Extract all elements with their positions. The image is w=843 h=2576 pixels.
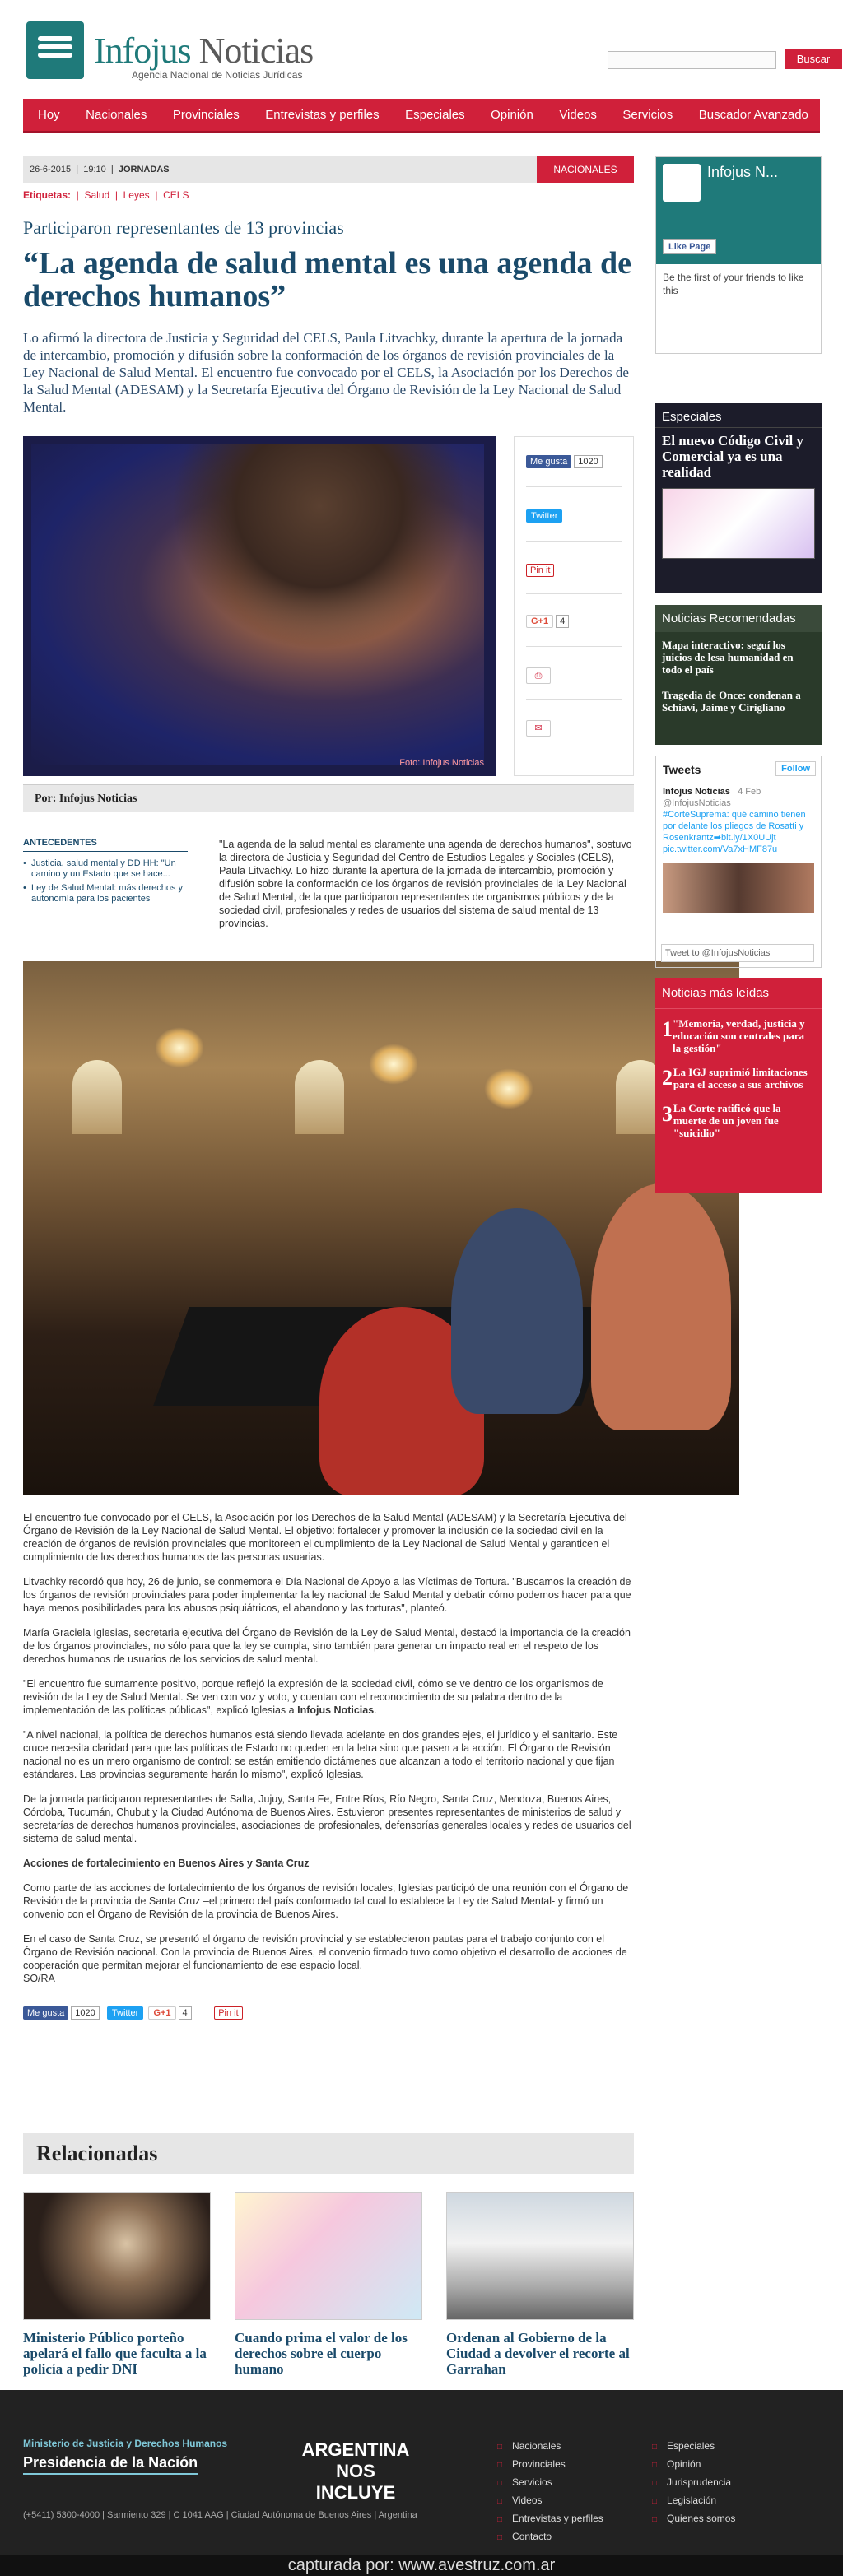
recomendada-link[interactable]: Tragedia de Once: condenan a Schiavi, Jaime y Cirigliano (662, 689, 801, 714)
antecedentes-box (23, 838, 188, 908)
antecedente-link[interactable]: • Justicia, salud mental y DD HH: "Un camino y un Estado que se hace... (23, 858, 188, 880)
recomendadas-widget (655, 605, 822, 745)
article-headline: “La agenda de salud mental es una agenda de derechos humanos” (23, 246, 632, 314)
gplus-count: 4 (556, 615, 569, 628)
tweet-user[interactable]: Infojus Noticias (663, 787, 730, 797)
facebook-like-button[interactable]: Me gusta (23, 2006, 68, 2020)
chandelier-shape (155, 1027, 204, 1068)
window-shape (72, 1060, 122, 1134)
article-intro-paragraph: "La agenda de la salud mental es claramente una agenda de derechos humanos", sostuvo la directora de Justicia y Seguridad del Centro de Estudios Legales y Sociales (CELS), Paula Litvachky. Lo hizo durante la apertura de la jornada de intercambio, promoción y difusión sobre la conformación de los órganos de revisión provinciales de la Ley Nacional de Salud Mental, de la que participaron representantes de organismos públicos y de la sociedad civil, profesionales y redes de usuarios del sistema de salud mental de 13 provincias. (219, 839, 632, 929)
tweet-text[interactable]: #CorteSuprema: qué camino tienen por delante los pliegos de Rosatti y Rosenkrantz➡bit.ly/1X0UUjt pic.twitter.com/Va7xHMF87u (663, 810, 806, 854)
especiales-item[interactable]: El nuevo Código Civil y Comercial ya es una realidad (662, 433, 803, 480)
tweet-handle[interactable]: @InfojusNoticias (663, 798, 731, 808)
facebook-like-page-button[interactable]: Like Page (663, 239, 716, 254)
footer-links-col1 (497, 2438, 603, 2546)
article-byline: Por: Infojus Noticias (23, 784, 634, 812)
gplus-button[interactable]: G+1 (526, 615, 553, 628)
mas-leida-item[interactable]: 3 La Corte ratificó que la muerte de un joven fue "suicidio" (662, 1102, 781, 1139)
rank-number: 1 (662, 1017, 673, 1041)
especiales-image[interactable] (662, 488, 815, 559)
article-subheading: Acciones de fortalecimiento en Buenos Aires y Santa Cruz (23, 1858, 310, 1869)
twitter-follow-button[interactable]: Follow (775, 761, 816, 776)
tag-link[interactable]: Salud (84, 189, 110, 201)
article-photo (23, 436, 496, 776)
attendee-shape (591, 1183, 731, 1430)
footer-link[interactable]: □ Entrevistas y perfiles (497, 2510, 603, 2528)
footer-link[interactable]: □ Videos (497, 2492, 603, 2510)
article-paragraph: Litvachky recordó que hoy, 26 de junio, se conmemora el Día Nacional de Apoyo a las Víctimas de Tortura. "Buscamos la creación de los órganos de revisión provinciales para poder implementar la ley nacional de Salud Mental y debatir cómo podemos hacer para que haya menos posibilidades para los abusos psiquiátricos, el abandono y las torturas", planteó. (23, 1576, 631, 1614)
related-thumbnail[interactable] (446, 2192, 634, 2320)
mas-leidas-title: Noticias más leídas (655, 978, 822, 1009)
window-shape (295, 1060, 344, 1134)
nav-item-videos[interactable]: Videos (559, 108, 597, 122)
related-title[interactable]: Cuando prima el valor de los derechos sobre el cuerpo humano (235, 2330, 408, 2377)
tag-link[interactable]: CELS (163, 189, 189, 201)
footer-link[interactable]: □ Nacionales (497, 2438, 603, 2456)
antecedentes-title: ANTECEDENTES (23, 838, 188, 852)
page-avatar (663, 164, 701, 202)
chandelier-shape (369, 1044, 418, 1085)
nav-item-buscador[interactable]: Buscador Avanzado (698, 108, 808, 122)
mas-leida-item[interactable]: 1 "Memoria, verdad, justicia y educación son centrales para la gestión" (662, 1017, 805, 1054)
article-label: JORNADAS (118, 165, 170, 174)
footer-link[interactable]: □ Legislación (652, 2492, 735, 2510)
share-row-bottom (23, 2006, 636, 2020)
mas-leida-item[interactable]: 2 La IGJ suprimió limitaciones para el acceso a sus archivos (662, 1066, 808, 1090)
twitter-widget (655, 756, 822, 968)
tweet (656, 783, 821, 858)
facebook-page-name[interactable]: Infojus N... (707, 164, 779, 180)
antecedente-link[interactable]: • Ley de Salud Mental: más derechos y autonomía para los pacientes (23, 883, 188, 904)
related-article[interactable] (23, 2192, 211, 2377)
especiales-widget (655, 403, 822, 593)
article-paragraph: El encuentro fue convocado por el CELS, la Asociación por los Derechos de la Salud Mental (ADESAM) y la Secretaría Ejecutiva del Órgano de Revisión de la Ley Nacional de Salud Mental. El objetivo: fortalecer y promover la inclusión de la sociedad civil en la creación de órganos de revisión provinciales que monitoreen el cumplimiento de la Ley Nacional de Salud Mental y garanticen el cumplimiento de los derechos humanos de las personas usuarias. (23, 1512, 627, 1563)
tags-row: Etiquetas: | Salud | Leyes | CELS (23, 189, 189, 201)
portrait-hair (171, 444, 468, 650)
footer-link[interactable]: □ Opinión (652, 2456, 735, 2474)
nav-item-hoy[interactable]: Hoy (38, 108, 60, 122)
gplus-button[interactable]: G+1 (148, 2006, 175, 2020)
tag-link[interactable]: Leyes (123, 189, 150, 201)
article-kicker: Participaron representantes de 13 provincias (23, 217, 344, 238)
article-paragraph: Como parte de las acciones de fortalecimiento de los órganos de revisión locales, Iglesias participó de una reunión con el Órgano de Revisión de la provincia de Santa Cruz –el primero del país conformado tal cual lo establece la Ley de Salud Mental- y firmó un convenio con el Órgano de Revisión de la provincia de Buenos Aires. (23, 1882, 629, 1920)
facebook-like-button[interactable]: Me gusta (526, 455, 571, 468)
rank-number: 3 (662, 1102, 673, 1126)
article-body (23, 1511, 636, 2020)
photo-credit: Foto: Infojus Noticias (399, 758, 484, 768)
twitter-button[interactable]: Twitter (107, 2006, 143, 2020)
nav-item-servicios[interactable]: Servicios (622, 108, 673, 122)
rank-number: 2 (662, 1066, 673, 1090)
twitter-button[interactable]: Twitter (526, 509, 562, 523)
article-paragraph: "A nivel nacional, la política de derechos humanos está siendo llevada adelante en dos grandes ejes, el jurídico y el sanitario. Este cruce necesita claridad para que las políticas de Estado no queden en la letra sino que pasen a la acción. El Órgano de Revisión nacional no es un mero organismo de control: se están emitiendo dictámenes que alcanzan a todo el territorio nacional y que fijan estándares. Las provincias seguramente harán lo mismo", explicó Iglesias. (23, 1729, 618, 1780)
footer-link[interactable]: □ Servicios (497, 2474, 603, 2492)
site-tagline: Agencia Nacional de Noticias Jurídicas (132, 69, 303, 81)
footer-presidencia[interactable]: Presidencia de la Nación (23, 2454, 198, 2475)
relacionadas-title: Relacionadas (23, 2133, 634, 2174)
facebook-count: 1020 (574, 455, 602, 468)
article-time: 19:10 (83, 165, 106, 174)
footer-link[interactable]: □ Contacto (497, 2528, 603, 2546)
nav-item-entrevistas[interactable]: Entrevistas y perfiles (265, 108, 380, 122)
site-header (23, 18, 831, 92)
tweet-image[interactable] (663, 863, 814, 913)
recomendadas-title: Noticias Recomendadas (655, 605, 822, 632)
search-button[interactable]: Buscar (785, 49, 842, 69)
tags-label: Etiquetas: (23, 189, 72, 201)
tweet-date: 4 Feb (738, 787, 761, 797)
facebook-widget (655, 156, 822, 354)
footer-argentina-logo: ARGENTINA NOS INCLUYE (301, 2439, 410, 2503)
footer-links-col2 (652, 2438, 735, 2528)
tweets-title: Tweets (663, 763, 701, 776)
footer-link[interactable]: □ Especiales (652, 2438, 735, 2456)
chandelier-shape (484, 1068, 533, 1109)
footer-ministerio: Ministerio de Justicia y Derechos Humanos (23, 2438, 228, 2449)
article-signature: SO/RA (23, 1973, 55, 1984)
related-title[interactable]: Ministerio Público porteño apelará el fallo que faculta a la policía a pedir DNI (23, 2330, 207, 2377)
search-input[interactable] (608, 51, 776, 69)
related-title[interactable]: Ordenan al Gobierno de la Ciudad a devolver el recorte al Garrahan (446, 2330, 630, 2377)
meeting-photo (23, 961, 739, 1495)
article-paragraph: De la jornada participaron representantes de Salta, Jujuy, Santa Fe, Entre Ríos, Río Negro, Santa Cruz, Mendoza, Buenos Aires, Córdoba, Tucumán, Chubut y la Ciudad Autónoma de Buenos Aires. Estuvieron presentes representantes de ministerios de salud y secretarías de derechos humanos provinciales, asociaciones de profesionales, defensorías generales locales y redes de usuarios del sistema de salud mental. (23, 1793, 631, 1844)
attendee-shape (451, 1208, 583, 1414)
recomendada-link[interactable]: Mapa interactivo: seguí los juicios de lesa humanidad en todo el país (662, 639, 794, 676)
facebook-count: 1020 (71, 2006, 99, 2020)
site-footer (0, 2390, 843, 2555)
footer-address: (+5411) 5300-4000 | Sarmiento 329 | C 1041 AAG | Ciudad Autónoma de Buenos Aires | Argentina (23, 2510, 417, 2520)
pinterest-button[interactable]: Pin it (526, 564, 554, 577)
logo-icon[interactable] (26, 21, 84, 79)
footer-link[interactable]: □ Provinciales (497, 2456, 603, 2474)
nav-item-especiales[interactable]: Especiales (405, 108, 465, 122)
nav-item-opinion[interactable]: Opinión (491, 108, 533, 122)
nav-item-provinciales[interactable]: Provinciales (172, 108, 240, 122)
footer-link[interactable]: □ Quienes somos (652, 2510, 735, 2528)
section-badge[interactable]: NACIONALES (537, 156, 634, 183)
nav-item-nacionales[interactable]: Nacionales (86, 108, 147, 122)
gplus-count: 4 (179, 2006, 192, 2020)
pinterest-button[interactable]: Pin it (214, 2006, 242, 2020)
mas-leidas-widget (655, 978, 822, 1193)
footer-link[interactable]: □ Jurisprudencia (652, 2474, 735, 2492)
article-meta: 26-6-2015 | 19:10 | JORNADAS (23, 156, 634, 183)
article-paragraph: En el caso de Santa Cruz, se presentó el órgano de revisión provincial y se establecieron pautas para el trabajo conjunto con el Órgano de Revisión nacional. Con la provincia de Buenos Aires, el convenio firmado tuvo como objetivo el desarrollo de acciones de cooperación que permitan mejorar el funcionamiento de ese espacio local. (23, 1933, 627, 1971)
tweet-to-input[interactable]: Tweet to @InfojusNoticias (661, 944, 814, 962)
article-lead: Lo afirmó la directora de Justicia y Seguridad del CELS, Paula Litvachky, durante la apertura de la jornada de intercambio, promoción y difusión sobre la conformación de los órganos de revisión provinciales de la Ley Nacional de Salud Mental. El encuentro fue convocado por el CELS, la Asociación por los Derechos de la Salud Mental (ADESAM) y la Secretaría Ejecutiva del Órgano de Revisión de la Ley Nacional de Salud Mental. (23, 330, 629, 415)
article-paragraph: María Graciela Iglesias, secretaria ejecutiva del Órgano de Revisión de la Ley de Salud Mental, destacó la importancia de la creación de los órganos provinciales, no sólo para que la ley se cumpla, sino también para generar un impacto real en el respeto de los derechos humanos de usuarios de los servicios de salud mental. (23, 1627, 631, 1665)
share-panel (514, 436, 634, 776)
related-article[interactable] (446, 2192, 634, 2377)
related-thumbnail[interactable] (23, 2192, 211, 2320)
email-icon[interactable]: ✉ (526, 720, 551, 737)
print-icon[interactable]: ⎙ (526, 667, 551, 684)
capture-watermark: capturada por: www.avestruz.com.ar (0, 2555, 843, 2576)
facebook-widget-text: Be the first of your friends to like this (663, 272, 804, 296)
article-paragraph: "El encuentro fue sumamente positivo, porque reflejó la expresión de la sociedad civil, cómo se ve dentro de los organismos de revisión de la Ley de Salud Mental. Se ven con voz y voto, y cuentan con el reconocimiento de su palabra dentro de la implementación de las políticas públicas", explicó Iglesias a Infojus Noticias. (23, 1678, 603, 1716)
related-article[interactable] (235, 2192, 422, 2377)
article-date: 26-6-2015 (30, 165, 72, 174)
main-nav (23, 99, 820, 133)
related-thumbnail[interactable] (235, 2192, 422, 2320)
site-logo[interactable]: Infojus Noticias (94, 30, 314, 71)
especiales-title: Especiales (655, 403, 822, 428)
